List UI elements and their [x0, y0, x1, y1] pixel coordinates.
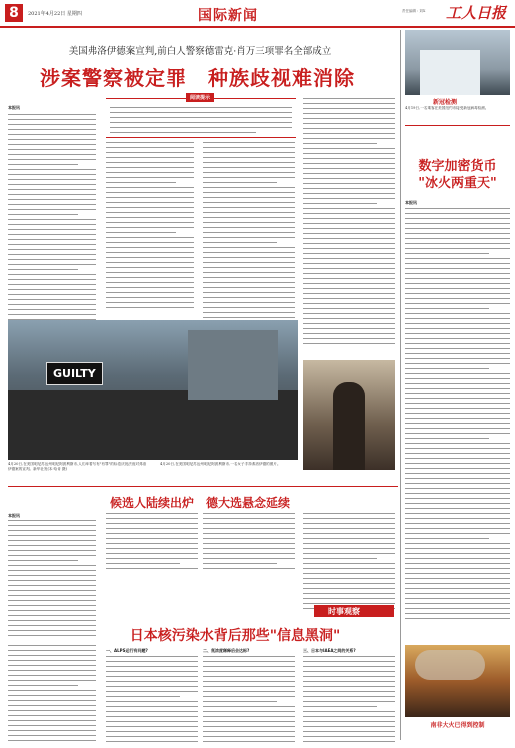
- reading-tip-label: 阅读提示: [186, 93, 214, 102]
- second-photo: [303, 360, 395, 470]
- story2-column-2: [106, 513, 198, 573]
- story2-byline: 本报讯: [8, 513, 20, 518]
- guilty-sign: GUILTY: [46, 362, 103, 385]
- feature-caption: 4月19日,一名乘客在美国纽约市接受新冠病毒检测。: [405, 106, 489, 110]
- story3-sub-3: 三、日本与IAEA之间的关系?: [303, 648, 356, 653]
- story2-rule: [8, 486, 398, 487]
- top-story-kicker: 美国弗洛伊德案宣判,前白人警察德雷克·肖万三项罪名全部成立: [68, 46, 332, 57]
- feature-photo: [405, 30, 510, 95]
- crypto-body: [405, 208, 510, 643]
- crowd-shape: [8, 390, 298, 460]
- column-box-text: 时事观察: [328, 607, 360, 616]
- story3-column-4: [303, 656, 395, 744]
- editor-credit: 责任编辑 : 刘X: [402, 9, 426, 13]
- top-story-column-2: [106, 142, 194, 317]
- right-column-divider: [400, 30, 401, 740]
- top-story-byline: 本报讯: [8, 105, 20, 110]
- masthead-rule: [0, 26, 515, 28]
- column-box-label: [314, 605, 394, 617]
- top-story-photo-caption: 4月20日,在美国明尼苏达州明尼阿波利斯市,人们举着写有"有罪"的标语庆祝法庭对弗洛伊德案的宣判。新华社发(本·哈肯 摄): [8, 462, 147, 471]
- story3-sub-2: 二、氚浓度稀释后会达标?: [203, 648, 250, 653]
- smoke-shape: [415, 650, 485, 680]
- top-story-column-3: [203, 142, 295, 347]
- top-story-headline: 涉案警察被定罪 种族歧视难消除: [40, 66, 355, 90]
- feature-rule: [405, 125, 510, 126]
- bottom-right-caption: 南非大火已得到控制: [430, 722, 485, 729]
- person-shape: [333, 382, 365, 470]
- page-number: 8: [5, 4, 23, 22]
- masthead: [0, 0, 515, 26]
- section-title: 国际新闻: [198, 8, 258, 24]
- reading-tip-box: [106, 95, 296, 138]
- building-shape: [188, 330, 278, 400]
- story2-headline: 候选人陆续出炉 德大选悬念延续: [109, 496, 290, 510]
- top-story-column-4: [303, 98, 395, 358]
- story2-column-3: [203, 513, 295, 573]
- tent-shape: [420, 50, 480, 95]
- story3-sub-1: 一、ALPS运行有问题?: [106, 648, 148, 653]
- crypto-byline: 本报讯: [405, 200, 417, 205]
- story3-column-1: [8, 645, 96, 745]
- bottom-right-photo: [405, 645, 510, 717]
- story3-headline: 日本核污染水背后那些"信息黑洞": [129, 628, 341, 644]
- feature-label: 新冠检测: [433, 99, 458, 106]
- story3-column-3: [203, 656, 295, 744]
- newspaper-logo: 工人日报: [446, 4, 507, 22]
- story3-column-2: [106, 656, 198, 744]
- top-story-photo: [8, 320, 298, 460]
- story2-column-4: [303, 513, 395, 611]
- second-photo-caption: 4月20日,在美国明尼苏达州明尼阿波利斯市,一名女子手持弗洛伊德的照片。: [160, 462, 281, 466]
- crypto-headline: 数字加密货币 "冰火两重天": [418, 159, 497, 191]
- story2-column-1: [8, 520, 96, 640]
- issue-date: 2021年4月22日 星期四: [28, 11, 82, 17]
- reading-tip-text: [110, 107, 292, 135]
